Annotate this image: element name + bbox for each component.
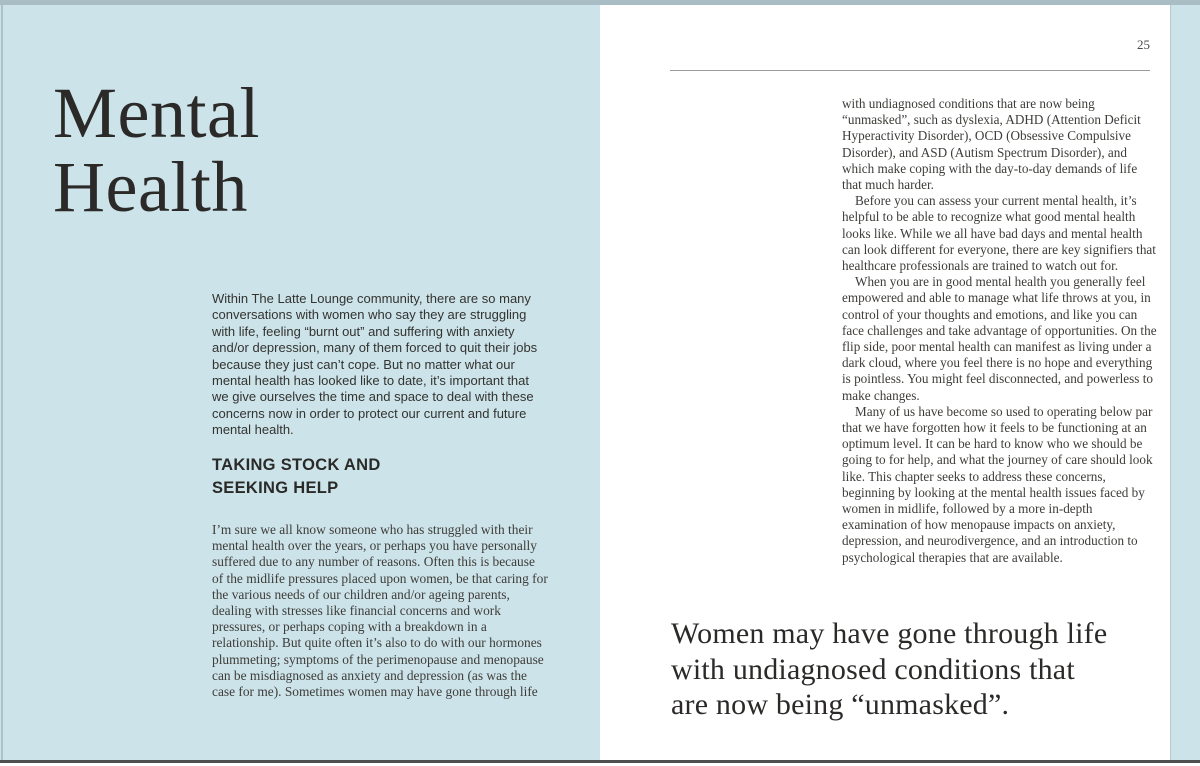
chapter-title-line-2: Health <box>53 147 248 227</box>
section-heading-line-1: TAKING STOCK AND <box>212 456 381 474</box>
left-page <box>0 5 600 760</box>
book-left-edge <box>1 5 3 760</box>
chapter-title-line-1: Mental <box>53 73 260 153</box>
pull-quote-line-3: are now being “unmasked”. <box>671 688 1010 721</box>
section-heading <box>212 454 381 500</box>
next-page-edge <box>1170 5 1200 760</box>
body-paragraph-1: with undiagnosed conditions that are now being “unmasked”, such as dyslexia, ADHD (Attention Deficit Hyperactivity Disorder), OCD (Obsessive Compulsive Disorder), and ASD (Autism Spectrum Disorder), and which make coping with the day-to-day demands of life that much harder. <box>842 96 1141 193</box>
section-heading-line-2: SEEKING HELP <box>212 479 339 497</box>
page-number: 25 <box>1137 37 1150 52</box>
body-paragraph-2: Before you can assess your current mental health, it’s helpful to be able to recognize what good mental health looks like. While we all have bad days and mental health can look different for everyone, there are key signifiers that healthcare professionals are trained to watch out for. <box>842 193 1156 274</box>
intro-paragraph: Within The Latte Lounge community, there are so many conversations with women who say they are struggling with life, feeling “burnt out” and suffering with anxiety and/or depression, many of them forced to quit their jobs because they just can’t cope. But no matter what our mental health has looked like to date, it’s important that we give ourselves the time and space to deal with these concerns now in order to protect our current and future mental health. <box>212 291 538 438</box>
header-rule <box>670 70 1150 71</box>
book-top-edge <box>0 0 1200 5</box>
right-body-column <box>842 96 1160 566</box>
chapter-title <box>53 73 260 227</box>
body-paragraph-4: Many of us have become so used to operating below par that we have forgotten how it feels to be functioning at an optimum level. It can be hard to know who we should be going to for help, and what the journey of care should look like. This chapter seeks to address these concerns, beginning by looking at the mental health issues faced by women in midlife, followed by a more in-depth examination of how menopause impacts on anxiety, depression, and neurodivergence, and an introduction to psychological therapies that are available. <box>842 403 1153 565</box>
left-body-text: I’m sure we all know someone who has struggled with their mental health over the years, or perhaps you have personally suffered due to any number of reasons. Often this is because of the midlife pressures placed upon women, be that caring for the various needs of our children and/or ageing parents, dealing with stresses like financial concerns and work pressures, or perhaps coping with a breakdown in a relationship. But quite often it’s also to do with our hormones plummeting; symptoms of the perimenopause and menopause can be misdiagnosed as anxiety and depression (as was the case for me). Sometimes women may have gone through life <box>212 522 548 700</box>
pull-quote <box>671 616 1107 723</box>
book-bottom-edge <box>0 760 1200 763</box>
pull-quote-line-2: with undiagnosed conditions that <box>671 652 1075 686</box>
pull-quote-line-1: Women may have gone through life <box>671 617 1108 650</box>
body-paragraph-3: When you are in good mental health you generally feel empowered and able to manage what life throws at you, in control of your thoughts and emotions, and like you can face challenges and take advantage of opportunities. On the flip side, poor mental health can manifest as living under a dark cloud, where you feel there is no hope and everything is pointless. You might feel disconnected, and powerless to make changes. <box>842 274 1157 403</box>
